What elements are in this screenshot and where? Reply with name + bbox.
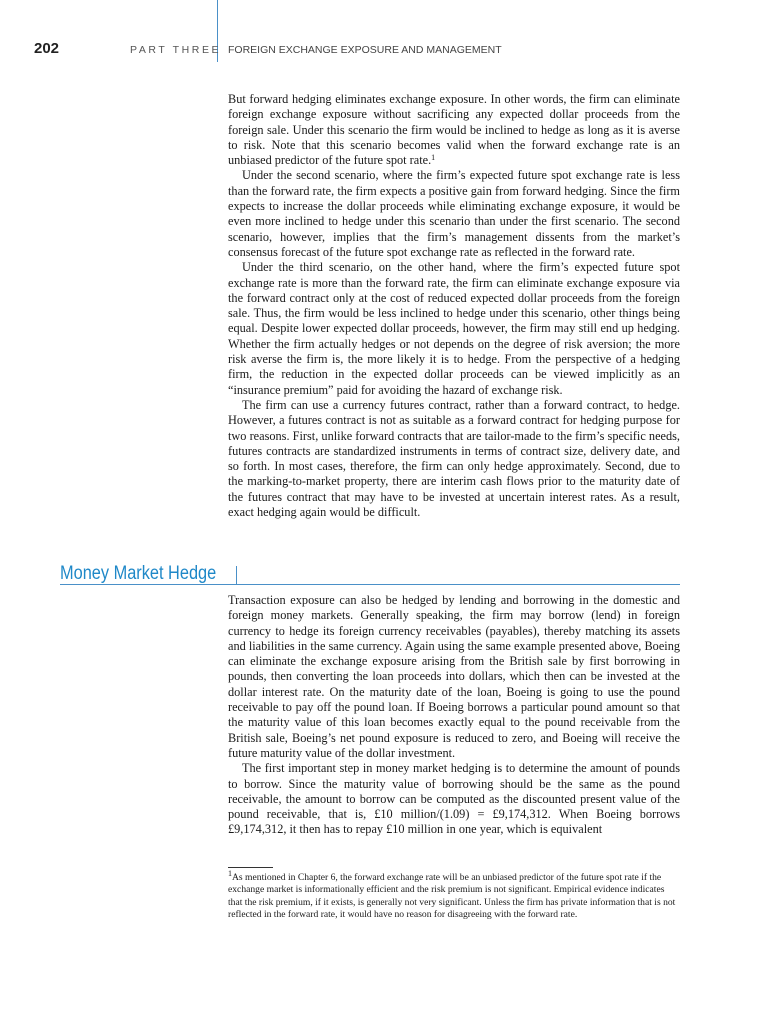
section-heading: Money Market Hedge xyxy=(60,563,217,584)
footnote xyxy=(228,869,680,921)
section-heading-rule xyxy=(60,584,680,585)
section-heading-tick xyxy=(236,566,237,584)
paragraph: The first important step in money market hedging is to determine the amount of pounds to borrow. Since the maturity value of borrowing should be the same as the pound receivable, the amount to borrow can be computed as the discounted present value of the pound receivable, that is, £10 million/(1.09) = £9,174,312. When Boeing borrows £9,174,312, it then has to repay £10 million in one year, which is equivalent xyxy=(228,761,680,837)
paragraph xyxy=(228,92,680,168)
paragraph: Under the third scenario, on the other hand, where the firm’s expected future spot exchange rate is more than the forward rate, the firm can eliminate exchange exposure via the forward contract only at the cost of reduced expected dollar proceeds from the foreign sale. Thus, the firm would be less inclined to hedge under this scenario, other things being equal. Despite lower expected dollar proceeds, however, the firm may still end up hedging. Whether the firm actually hedges or not depends on the degree of risk aversion; the more risk averse the firm is, the more likely it is to hedge. From the perspective of a hedging firm, the reduction in the expected dollar proceeds can be viewed implicitly as an “insurance premium” paid for avoiding the hazard of exchange risk. xyxy=(228,260,680,397)
part-label: PART THREE xyxy=(130,44,222,56)
paragraph: The firm can use a currency futures contract, rather than a forward contract, to hedge. However, a futures contract is not as suitable as a forward contract for hedging purpose for two reasons. First, unlike forward contracts that are tailor-made to the firm’s specific needs, futures contracts are standardized instruments in terms of contract size, delivery date, and so forth. In most cases, therefore, the firm can only hedge approximately. Second, due to the marking-to-market property, there are interim cash flows prior to the maturity date of the futures contract that may have to be invested at uncertain interest rates. As a result, exact hedging again would be difficult. xyxy=(228,397,680,520)
paragraph: Transaction exposure can also be hedged by lending and borrowing in the domestic and foreign money markets. Generally speaking, the firm may borrow (lend) in foreign currency to hedge its foreign currency receivables (payables), thereby matching its assets and liabilities in the same currency. Again using the same example presented above, Boeing can eliminate the exchange exposure arising from the British sale by first borrowing in pounds, then converting the loan proceeds into dollars, which then can be invested at the dollar interest rate. On the maturity date of the loan, Boeing is going to use the pound receivable to pay off the pound loan. If Boeing borrows a particular pound amount so that the maturity value of this loan becomes exactly equal to the pound receivable from the British sale, Boeing’s net pound exposure is reduced to zero, and Boeing will receive the future maturity value of the dollar investment. xyxy=(228,593,680,760)
footnote-divider xyxy=(228,867,273,868)
body-text-section xyxy=(228,593,680,838)
paragraph: Under the second scenario, where the firm’s expected future spot exchange rate is less than the forward rate, the firm expects a positive gain from forward hedging. Since the firm expects to increase the dollar proceeds while eliminating exchange exposure, it would be even more inclined to hedge under this scenario than under the first scenario. The second scenario, however, implies that the firm’s management dissents from the market’s consensus forecast of the future spot exchange rate as reflected in the forward rate. xyxy=(228,168,680,259)
paragraph-text: But forward hedging eliminates exchange exposure. In other words, the firm can eliminate foreign exchange exposure without sacrificing any expected dollar proceeds from the foreign sale. Under this scenario the firm would be inclined to hedge as long as it is averse to risk. Note that this scenario becomes valid when the forward exchange rate is an unbiased predictor of the future spot rate. xyxy=(228,92,680,168)
body-text-top xyxy=(228,92,680,520)
footnote-reference[interactable]: 1 xyxy=(431,153,436,163)
page-number: 202 xyxy=(34,40,60,57)
chapter-title: FOREIGN EXCHANGE EXPOSURE AND MANAGEMENT xyxy=(228,44,502,56)
footnote-marker: 1 xyxy=(228,869,232,878)
footnote-text: As mentioned in Chapter 6, the forward exchange rate will be an unbiased predictor of the future spot rate if the exchange market is informationally efficient and the risk premium is not significant. Empirical evidence indicates that the risk premium, if it exists, is generally not very significant. Unless the firm has private information that is not reflected in the forward rate, it would have no reason for disagreeing with the forward rate. xyxy=(228,872,676,920)
